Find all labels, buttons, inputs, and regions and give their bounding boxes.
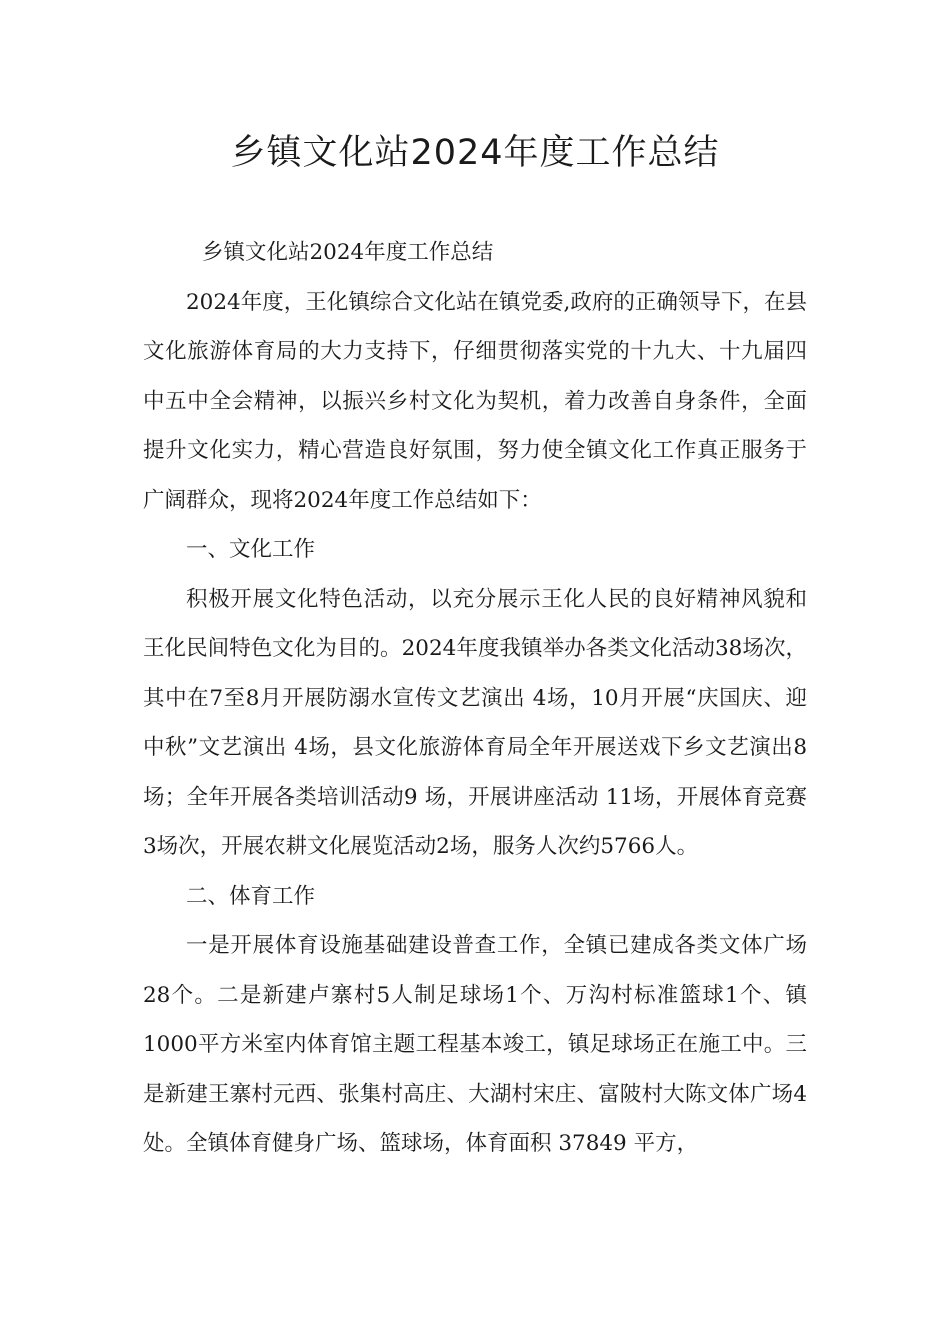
section-heading-sports: 二、体育工作	[186, 883, 316, 909]
document-body	[143, 228, 807, 1169]
document-subtitle: 乡镇文化站2024年度工作总结	[202, 240, 494, 265]
intro-paragraph: 2024年度，王化镇综合文化站在镇党委,政府的正确领导下，在县文化旅游体育局的大力支持下，仔细贯彻落实党的十九大、十九届四中五中全会精神，以振兴乡村文化为契机，着力改善自身条件，全面提升文化实力，精心营造良好氛围，努力使全镇文化工作真正服务于广阔群众，现将2024年度工作总结如下：	[143, 289, 807, 513]
sports-paragraph: 一是开展体育设施基础建设普查工作，全镇已建成各类文体广场28个。二是新建卢寨村5人制足球场1个、万沟村标准篮球1个、镇1000平方米室内体育馆主题工程基本竣工，镇足球场正在施工中。三是新建王寨村元西、张集村高庄、大湖村宋庄、富陂村大陈文体广场4处。全镇体育健身广场、篮球场，体育面积 37849 平方，	[143, 933, 807, 1156]
section-heading-culture: 一、文化工作	[186, 537, 316, 562]
culture-paragraph: 积极开展文化特色活动，以充分展示王化人民的良好精神风貌和王化民间特色文化为目的。2024年度我镇举办各类文化活动38场次，其中在7至8月开展防溺水宣传文艺演出 4场，10月开展“庆国庆、迎中秋”文艺演出 4场，县文化旅游体育局全年开展送戏下乡文艺演出8场；全年开展各类培训活动9 场，开展讲座活动 11场，开展体育竞赛3场次，开展农耕文化展览活动2场，服务人次约5766人。	[143, 586, 807, 859]
document-title: 乡镇文化站2024年度工作总结	[230, 133, 720, 173]
